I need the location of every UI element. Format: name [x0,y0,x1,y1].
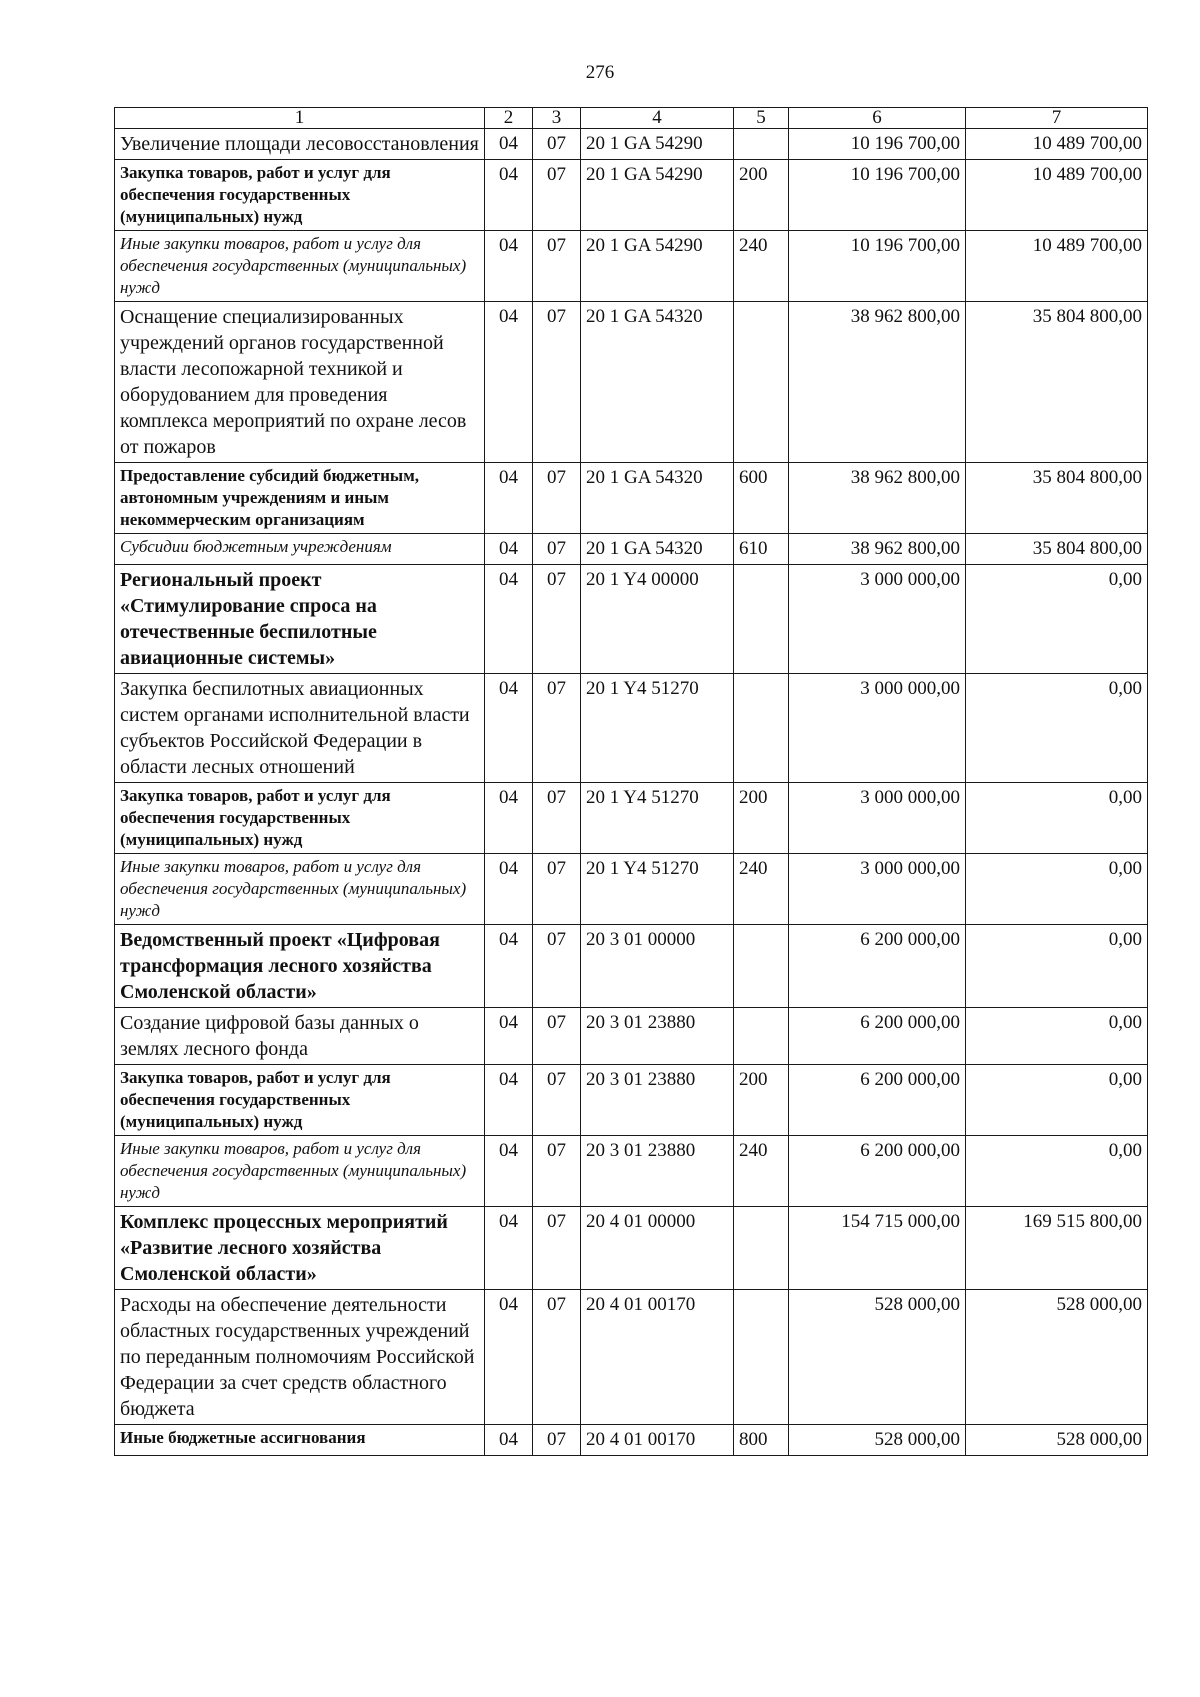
amount-year1-cell: 3 000 000,00 [789,854,966,925]
table-row [115,1425,1148,1456]
section-code-cell: 04 [485,854,533,925]
expense-type-cell: 600 [734,463,789,534]
amount-year2-cell: 0,00 [966,674,1148,783]
subsection-code-cell: 07 [533,302,581,463]
expense-type-cell: 240 [734,1136,789,1207]
target-article-cell: 20 1 Y4 51270 [581,854,734,925]
section-code-cell: 04 [485,1008,533,1065]
table-row [115,1008,1148,1065]
subsection-code-cell: 07 [533,1425,581,1456]
target-article-cell: 20 3 01 23880 [581,1008,734,1065]
section-code-cell: 04 [485,534,533,565]
section-code-cell: 04 [485,160,533,231]
table-row [115,565,1148,674]
amount-year1-cell: 6 200 000,00 [789,1008,966,1065]
header-col-1: 1 [115,108,485,129]
subsection-code-cell: 07 [533,925,581,1008]
row-name-cell: Иные закупки товаров, работ и услуг для обеспечения государственных (муниципальных) нужд [115,854,485,925]
target-article-cell: 20 1 GA 54320 [581,302,734,463]
amount-year1-cell: 3 000 000,00 [789,783,966,854]
subsection-code-cell: 07 [533,1290,581,1425]
section-code-cell: 04 [485,231,533,302]
target-article-cell: 20 1 GA 54320 [581,534,734,565]
target-article-cell: 20 4 01 00170 [581,1425,734,1456]
row-name-cell: Комплекс процессных мероприятий «Развитие лесного хозяйства Смоленской области» [115,1207,485,1290]
section-code-cell: 04 [485,674,533,783]
section-code-cell: 04 [485,783,533,854]
expense-type-cell [734,129,789,160]
amount-year2-cell: 35 804 800,00 [966,302,1148,463]
subsection-code-cell: 07 [533,231,581,302]
amount-year2-cell: 0,00 [966,783,1148,854]
section-code-cell: 04 [485,1290,533,1425]
target-article-cell: 20 4 01 00000 [581,1207,734,1290]
table-row [115,302,1148,463]
expense-type-cell [734,1290,789,1425]
section-code-cell: 04 [485,463,533,534]
header-col-2: 2 [485,108,533,129]
header-col-5: 5 [734,108,789,129]
expense-type-cell [734,1207,789,1290]
table-row [115,534,1148,565]
table-row [115,231,1148,302]
subsection-code-cell: 07 [533,1207,581,1290]
row-name-cell: Закупка товаров, работ и услуг для обеспечения государственных (муниципальных) нужд [115,1065,485,1136]
expense-type-cell: 610 [734,534,789,565]
subsection-code-cell: 07 [533,1008,581,1065]
table-row [115,1207,1148,1290]
amount-year2-cell: 10 489 700,00 [966,231,1148,302]
amount-year1-cell: 6 200 000,00 [789,1065,966,1136]
page-number: 276 [585,62,615,83]
table-row [115,129,1148,160]
subsection-code-cell: 07 [533,129,581,160]
table-row [115,1065,1148,1136]
row-name-cell: Предоставление субсидий бюджетным, автономным учреждениям и иным некоммерческим организациям [115,463,485,534]
table-row [115,160,1148,231]
section-code-cell: 04 [485,1136,533,1207]
expense-type-cell [734,925,789,1008]
amount-year2-cell: 0,00 [966,565,1148,674]
subsection-code-cell: 07 [533,1136,581,1207]
subsection-code-cell: 07 [533,783,581,854]
target-article-cell: 20 3 01 23880 [581,1065,734,1136]
row-name-cell: Закупка беспилотных авиационных систем органами исполнительной власти субъектов Российской Федерации в области лесных отношений [115,674,485,783]
section-code-cell: 04 [485,925,533,1008]
row-name-cell: Иные закупки товаров, работ и услуг для обеспечения государственных (муниципальных) нужд [115,231,485,302]
section-code-cell: 04 [485,1065,533,1136]
row-name-cell: Расходы на обеспечение деятельности областных государственных учреждений по переданным полномочиям Российской Федерации за счет средств областного бюджета [115,1290,485,1425]
target-article-cell: 20 3 01 00000 [581,925,734,1008]
table-row [115,674,1148,783]
amount-year1-cell: 38 962 800,00 [789,302,966,463]
target-article-cell: 20 1 GA 54320 [581,463,734,534]
row-name-cell: Субсидии бюджетным учреждениям [115,534,485,565]
amount-year2-cell: 0,00 [966,1008,1148,1065]
subsection-code-cell: 07 [533,1065,581,1136]
amount-year1-cell: 6 200 000,00 [789,925,966,1008]
section-code-cell: 04 [485,1207,533,1290]
amount-year2-cell: 169 515 800,00 [966,1207,1148,1290]
target-article-cell: 20 1 GA 54290 [581,231,734,302]
target-article-cell: 20 1 GA 54290 [581,160,734,231]
table-row [115,1290,1148,1425]
amount-year1-cell: 3 000 000,00 [789,674,966,783]
header-col-4: 4 [581,108,734,129]
amount-year1-cell: 528 000,00 [789,1290,966,1425]
row-name-cell: Создание цифровой базы данных о землях лесного фонда [115,1008,485,1065]
amount-year1-cell: 10 196 700,00 [789,160,966,231]
amount-year2-cell: 0,00 [966,925,1148,1008]
amount-year1-cell: 3 000 000,00 [789,565,966,674]
table-row [115,1136,1148,1207]
row-name-cell: Закупка товаров, работ и услуг для обеспечения государственных (муниципальных) нужд [115,783,485,854]
budget-table [114,107,1148,1456]
subsection-code-cell: 07 [533,674,581,783]
subsection-code-cell: 07 [533,463,581,534]
row-name-cell: Закупка товаров, работ и услуг для обеспечения государственных (муниципальных) нужд [115,160,485,231]
amount-year1-cell: 10 196 700,00 [789,129,966,160]
expense-type-cell: 200 [734,783,789,854]
table-row [115,854,1148,925]
header-row [115,108,1148,129]
table-body [115,129,1148,1456]
subsection-code-cell: 07 [533,565,581,674]
amount-year2-cell: 10 489 700,00 [966,160,1148,231]
expense-type-cell: 800 [734,1425,789,1456]
target-article-cell: 20 4 01 00170 [581,1290,734,1425]
section-code-cell: 04 [485,1425,533,1456]
section-code-cell: 04 [485,302,533,463]
amount-year2-cell: 0,00 [966,1065,1148,1136]
expense-type-cell: 240 [734,854,789,925]
amount-year1-cell: 6 200 000,00 [789,1136,966,1207]
amount-year1-cell: 10 196 700,00 [789,231,966,302]
row-name-cell: Увеличение площади лесовосстановления [115,129,485,160]
target-article-cell: 20 3 01 23880 [581,1136,734,1207]
amount-year2-cell: 35 804 800,00 [966,463,1148,534]
amount-year1-cell: 528 000,00 [789,1425,966,1456]
expense-type-cell [734,565,789,674]
subsection-code-cell: 07 [533,854,581,925]
table-row [115,783,1148,854]
header-col-3: 3 [533,108,581,129]
target-article-cell: 20 1 Y4 51270 [581,674,734,783]
row-name-cell: Региональный проект «Стимулирование спроса на отечественные беспилотные авиационные системы» [115,565,485,674]
target-article-cell: 20 1 GA 54290 [581,129,734,160]
header-col-7: 7 [966,108,1148,129]
expense-type-cell [734,302,789,463]
section-code-cell: 04 [485,565,533,674]
table-row [115,463,1148,534]
expense-type-cell [734,674,789,783]
amount-year2-cell: 528 000,00 [966,1290,1148,1425]
target-article-cell: 20 1 Y4 51270 [581,783,734,854]
subsection-code-cell: 07 [533,534,581,565]
expense-type-cell: 200 [734,160,789,231]
amount-year1-cell: 38 962 800,00 [789,463,966,534]
amount-year1-cell: 154 715 000,00 [789,1207,966,1290]
amount-year1-cell: 38 962 800,00 [789,534,966,565]
amount-year2-cell: 35 804 800,00 [966,534,1148,565]
expense-type-cell: 200 [734,1065,789,1136]
header-col-6: 6 [789,108,966,129]
target-article-cell: 20 1 Y4 00000 [581,565,734,674]
row-name-cell: Иные закупки товаров, работ и услуг для обеспечения государственных (муниципальных) нужд [115,1136,485,1207]
amount-year2-cell: 0,00 [966,854,1148,925]
amount-year2-cell: 10 489 700,00 [966,129,1148,160]
expense-type-cell: 240 [734,231,789,302]
row-name-cell: Иные бюджетные ассигнования [115,1425,485,1456]
table-row [115,925,1148,1008]
section-code-cell: 04 [485,129,533,160]
row-name-cell: Оснащение специализированных учреждений органов государственной власти лесопожарной техникой и оборудованием для проведения комплекса мероприятий по охране лесов от пожаров [115,302,485,463]
amount-year2-cell: 0,00 [966,1136,1148,1207]
row-name-cell: Ведомственный проект «Цифровая трансформация лесного хозяйства Смоленской области» [115,925,485,1008]
subsection-code-cell: 07 [533,160,581,231]
expense-type-cell [734,1008,789,1065]
amount-year2-cell: 528 000,00 [966,1425,1148,1456]
